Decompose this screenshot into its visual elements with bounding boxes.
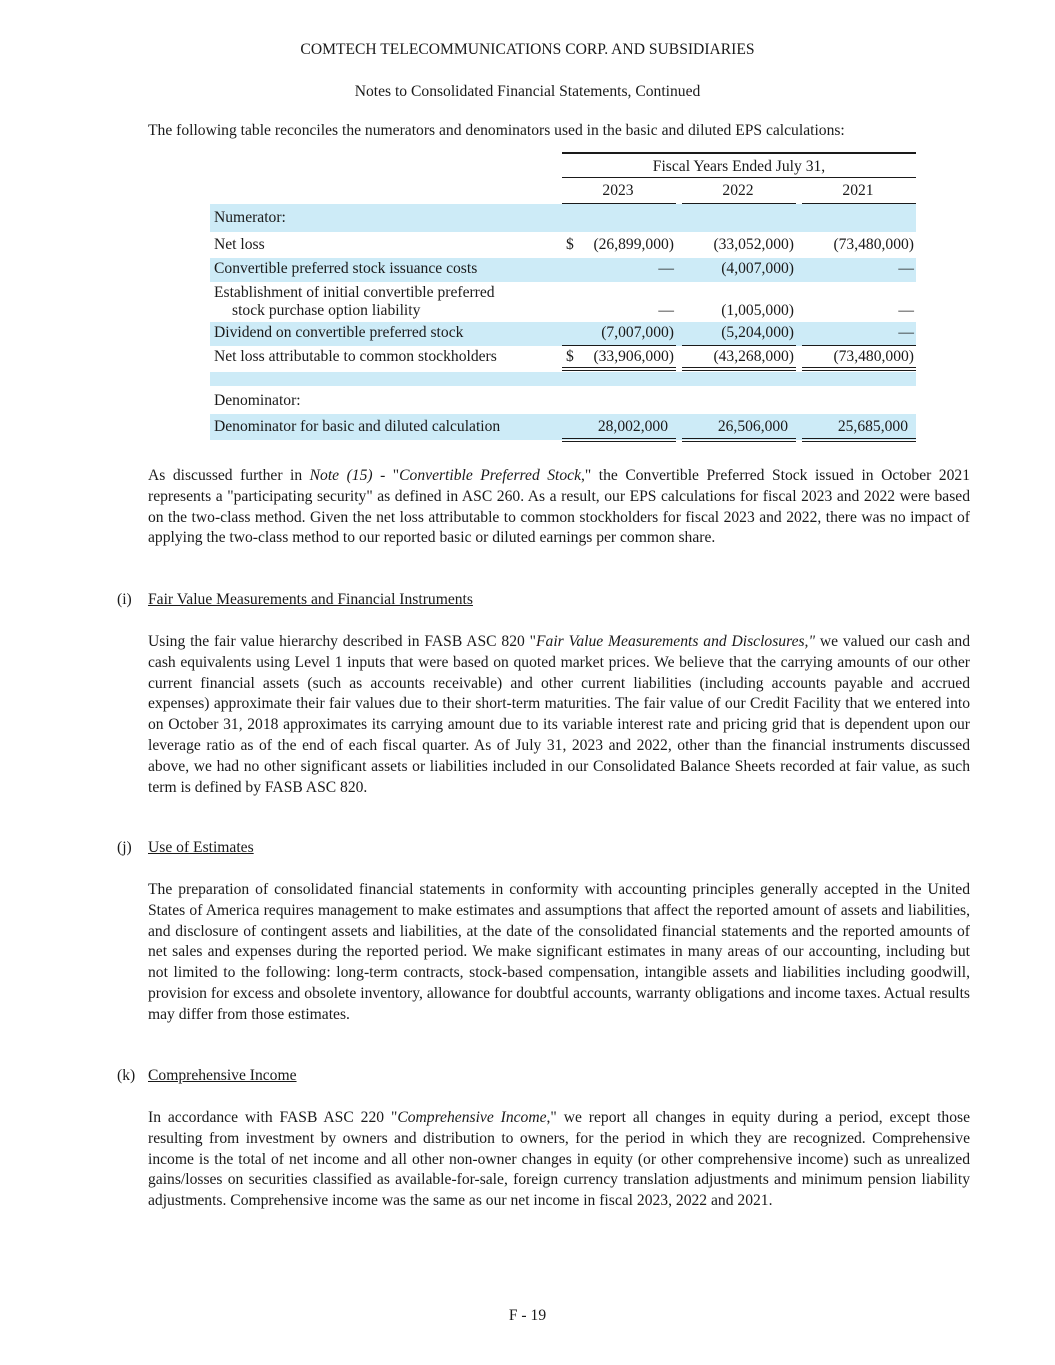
value-2021: (73,480,000) [833, 236, 914, 253]
table-row-net-loss [210, 232, 916, 258]
eps-reconciliation-table [210, 152, 916, 440]
value-2023: (7,007,000) [601, 324, 674, 341]
value-2022: 26,506,000 [717, 418, 788, 435]
text-run: we valued our cash and cash equivalents using Level 1 inputs that were based on quoted market prices. We believe that the carrying amounts of our other current financial assets (such as accounts receivable) and other current liabilities (including accounts payable and accrued expenses) approximate their fair values due to their short-term maturities. The fair value of our Credit Facility that we entered into on October 31, 2018 approximates its carrying amount due to its variable interest rate and pricing grid that is dependent upon our leverage ratio as of the end of each fiscal quarter. As of July 31, 2023 and 2022, other than the financial instruments discussed above, we had no other significant assets or liabilities included in our Consolidated Balance Sheets recorded at fair value, as such term is defined by FASB ASC 820. [148, 633, 970, 796]
value-2021: — [898, 302, 914, 319]
numerator-label: Numerator: [214, 209, 286, 226]
page-subtitle: Notes to Consolidated Financial Statements, Continued [354, 83, 701, 100]
row-label: Denominator for basic and diluted calculation [214, 418, 501, 435]
comprehensive-income-paragraph [148, 1108, 970, 1212]
numerator-row [210, 204, 916, 232]
denominator-label-row [210, 386, 916, 414]
text-run: In accordance with FASB ASC 220 " [148, 1109, 398, 1126]
participating-security-paragraph [148, 466, 970, 549]
row-label: Convertible preferred stock issuance costs [214, 260, 478, 277]
value-2023: — [658, 302, 674, 319]
value-2021: — [898, 324, 914, 341]
section-title: Use of Estimates [148, 839, 254, 856]
value-2022: (4,007,000) [721, 260, 794, 277]
section-letter: (k) [117, 1067, 136, 1084]
row-label: Establishment of initial convertible preferred [214, 284, 495, 301]
section-letter: (j) [117, 839, 132, 856]
table-row-denominator [210, 414, 916, 440]
section-title: Fair Value Measurements and Financial Instruments [148, 591, 473, 608]
section-letter: (i) [117, 591, 132, 608]
year-header-2023: 2023 [602, 182, 634, 199]
section-title: Comprehensive Income [148, 1067, 297, 1084]
table-row-net-loss-common [210, 346, 916, 372]
table-row-issuance-costs [210, 258, 916, 282]
row-label: Net loss attributable to common stockholders [214, 348, 497, 365]
company-title: COMTECH TELECOMMUNICATIONS CORP. AND SUBSIDIARIES [300, 41, 755, 58]
total-double-rule [802, 367, 916, 371]
value-2023: (33,906,000) [593, 348, 674, 365]
text-run: Using the fair value hierarchy described in FASB ASC 820 " [148, 633, 536, 650]
fair-value-paragraph [148, 632, 970, 798]
value-2023: — [658, 260, 674, 277]
total-double-rule [562, 367, 676, 371]
note-title: Convertible Preferred Stock [399, 467, 582, 484]
year-header-2022: 2022 [722, 182, 754, 199]
value-2021: — [898, 260, 914, 277]
period-header: Fiscal Years Ended July 31, [562, 152, 916, 178]
total-double-rule [562, 438, 676, 442]
note-reference: Note (15) [309, 467, 373, 484]
value-2021: 25,685,000 [837, 418, 908, 435]
value-2023: (26,899,000) [593, 236, 674, 253]
row-label: Net loss [214, 236, 265, 253]
currency-symbol: $ [566, 236, 574, 253]
table-header [210, 152, 916, 204]
value-2022: (43,268,000) [713, 348, 794, 365]
table-row-option-liability [210, 282, 916, 322]
denominator-label: Denominator: [214, 392, 301, 409]
year-header-2021: 2021 [842, 182, 874, 199]
value-2022: (1,005,000) [721, 302, 794, 319]
value-2022: (5,204,000) [721, 324, 794, 341]
total-double-rule [802, 438, 916, 442]
use-of-estimates-paragraph: The preparation of consolidated financial statements in conformity with accounting principles generally accepted in the United States of America requires management to make estimates and assumptions that affect the reported amount of assets and liabilities, and disclosure of contingent assets and liabilities, at the date of the consolidated financial statements and the reported amounts of net sales and expenses during the reported period. We make significant estimates in many areas of our accounting, including but not limited to the following: long-term contracts, stock-based compensation, intangible assets and liabilities including goodwill, provision for excess and obsolete inventory, allowance for doubtful accounts, warranty obligations and income taxes. Actual results may differ from those estimates. [148, 881, 970, 1023]
spacer-row [210, 372, 916, 386]
text-run: ," the Convertible Preferred Stock issued in October 2021 represents a "participating security" as defined in ASC 260. As a result, our EPS calculations for fiscal 2023 and 2022 were based on the two-class method. Given the net loss attributable to common stockholders for fiscal 2023 and 2022, there was no impact of applying the two-class method to our reported basic or diluted earnings per common share. [148, 467, 970, 547]
text-run: ," we report all changes in equity during a period, except those resulting from investment by owners and distribution to owners, for the period in which they are recognized. Comprehensive income is the total of net income and all other non-owner changes in equity (or other comprehensive income) such as unrealized gains/losses on securities classified as available-for-sale, foreign currency translation adjustments and minimum pension liability adjustments. Comprehensive income was the same as our net income in fiscal 2023, 2022 and 2021. [148, 1109, 971, 1210]
total-double-rule [682, 367, 796, 371]
text-run: As discussed further in [148, 467, 310, 484]
currency-symbol: $ [566, 348, 574, 365]
row-label: Dividend on convertible preferred stock [214, 324, 464, 341]
text-run: - " [372, 467, 400, 484]
standard-title: Fair Value Measurements and Disclosures," [536, 633, 816, 650]
value-2022: (33,052,000) [713, 236, 794, 253]
table-row-dividend [210, 322, 916, 346]
row-label-continued: stock purchase option liability [232, 302, 421, 319]
value-2023: 28,002,000 [597, 418, 668, 435]
header-rule [562, 177, 916, 178]
standard-title: Comprehensive Income [397, 1109, 547, 1126]
total-double-rule [682, 438, 796, 442]
table-intro: The following table reconciles the numerators and denominators used in the basic and diluted EPS calculations: [148, 122, 845, 139]
value-2021: (73,480,000) [833, 348, 914, 365]
page-number: F - 19 [508, 1307, 547, 1324]
